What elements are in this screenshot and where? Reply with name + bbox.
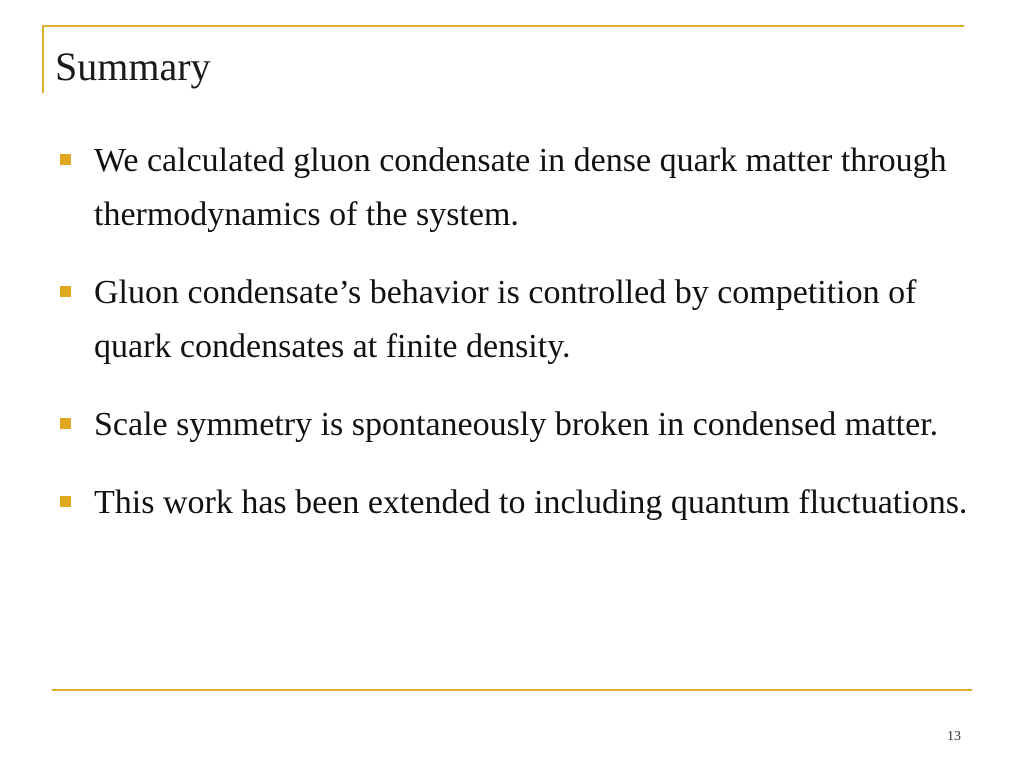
bullet-text: Scale symmetry is spontaneously broken in condensed matter. (94, 406, 939, 443)
square-bullet-icon (60, 418, 71, 429)
bullet-item (58, 134, 978, 242)
square-bullet-icon (60, 286, 71, 297)
square-bullet-icon (60, 496, 71, 507)
bullet-item (58, 266, 978, 374)
square-bullet-icon (60, 154, 71, 165)
bullet-item (58, 398, 978, 452)
bullet-text: Gluon condensate’s behavior is controlled by competition of quark condensates at finite density. (94, 274, 917, 365)
slide-title: Summary (55, 44, 211, 89)
bullet-text: This work has been extended to including quantum fluctuations. (94, 484, 968, 521)
bullet-item (58, 476, 978, 530)
page-number: 13 (947, 729, 961, 744)
title-frame-left-rule (42, 25, 44, 93)
bullet-text: We calculated gluon condensate in dense quark matter through thermodynamics of the system. (94, 142, 947, 233)
footer-divider (52, 689, 972, 691)
title-frame-top-rule (42, 25, 964, 27)
bullet-list (58, 134, 978, 554)
